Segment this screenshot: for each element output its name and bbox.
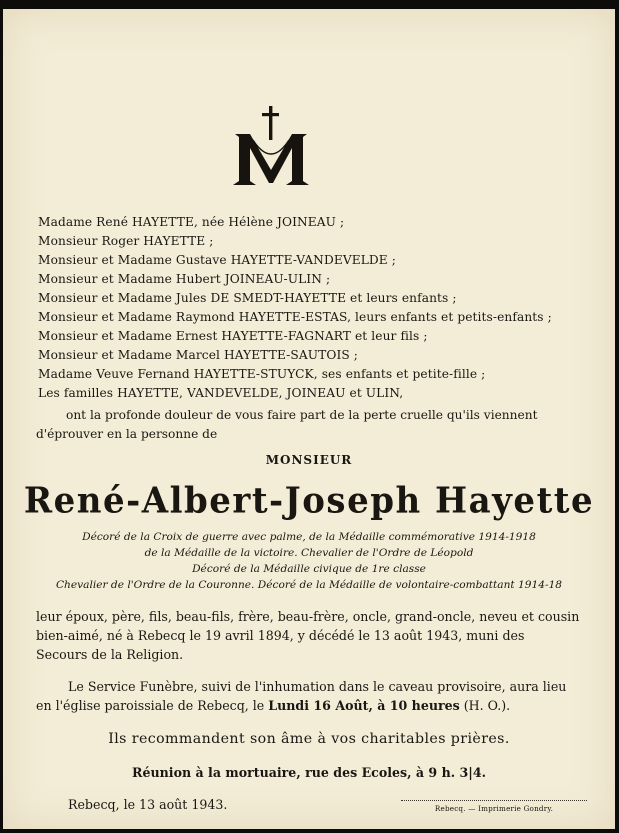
family-line: Monsieur et Madame Ernest HAYETTE-FAGNART et leur fils ; (38, 329, 428, 343)
decoration-line: de la Médaille de la victoire. Chevalier de l'Ordre de Léopold (144, 547, 474, 559)
family-line: Monsieur et Madame Raymond HAYETTE-ESTAS, leurs enfants et petits-enfants ; (38, 310, 552, 324)
service-time-note: (H. O.). (459, 698, 511, 713)
biography-line: leur époux, père, fils, beau-fils, frère, beau-frère, oncle, grand-oncle, neveu et cousin (36, 609, 580, 624)
decoration-line: Chevalier de l'Ordre de la Couronne. Décoré de la Médaille de volontaire-combattant 1914-18 (55, 579, 563, 591)
decoration-line: Décoré de la Médaille civique de 1re classe (192, 563, 426, 575)
recommendation: Ils recommandent son âme à vos charitables prières. (108, 731, 510, 747)
deceased-name: René-Albert-Joseph Hayette (23, 480, 595, 522)
family-line: Monsieur et Madame Hubert JOINEAU-ULIN ; (38, 272, 331, 286)
announcement-line: ont la profonde douleur de vous faire part de la perte cruelle qu'ils viennent (66, 408, 538, 422)
service-datetime: Lundi 16 Août, à 10 heures (268, 698, 460, 713)
family-line: Monsieur et Madame Jules DE SMEDT-HAYETTE et leurs enfants ; (38, 291, 457, 305)
mourning-card (3, 9, 615, 829)
marian-monogram-icon (231, 106, 311, 190)
family-line: Madame Veuve Fernand HAYETTE-STUYCK, ses enfants et petite-fille ; (38, 367, 486, 381)
family-line: Madame René HAYETTE, née Hélène JOINEAU ; (38, 215, 345, 229)
family-line: Les familles HAYETTE, VANDEVELDE, JOINEAU et ULIN, (38, 386, 404, 400)
honorific: MONSIEUR (265, 453, 353, 467)
decoration-line: Décoré de la Croix de guerre avec palme, de la Médaille commémorative 1914-1918 (82, 531, 536, 543)
reunion-notice: Réunion à la mortuaire, rue des Ecoles, à 9 h. 3|4. (132, 765, 486, 780)
place-date: Rebecq, le 13 août 1943. (68, 797, 228, 812)
printer-credit: Rebecq. — Imprimerie Gondry. (401, 800, 587, 813)
service-line: Le Service Funèbre, suivi de l'inhumation dans le caveau provisoire, aura lieu (68, 679, 567, 694)
family-line: Monsieur Roger HAYETTE ; (38, 234, 214, 248)
family-line: Monsieur et Madame Gustave HAYETTE-VANDEVELDE ; (38, 253, 396, 267)
family-line: Monsieur et Madame Marcel HAYETTE-SAUTOIS ; (38, 348, 358, 362)
biography-line: bien-aimé, né à Rebecq le 19 avril 1894, y décédé le 13 août 1943, muni des (36, 628, 525, 643)
announcement-line: d'éprouver en la personne de (36, 427, 218, 441)
service-location: en l'église paroissiale de Rebecq, le (36, 698, 269, 713)
biography-line: Secours de la Religion. (36, 647, 184, 662)
service-line (36, 698, 510, 713)
